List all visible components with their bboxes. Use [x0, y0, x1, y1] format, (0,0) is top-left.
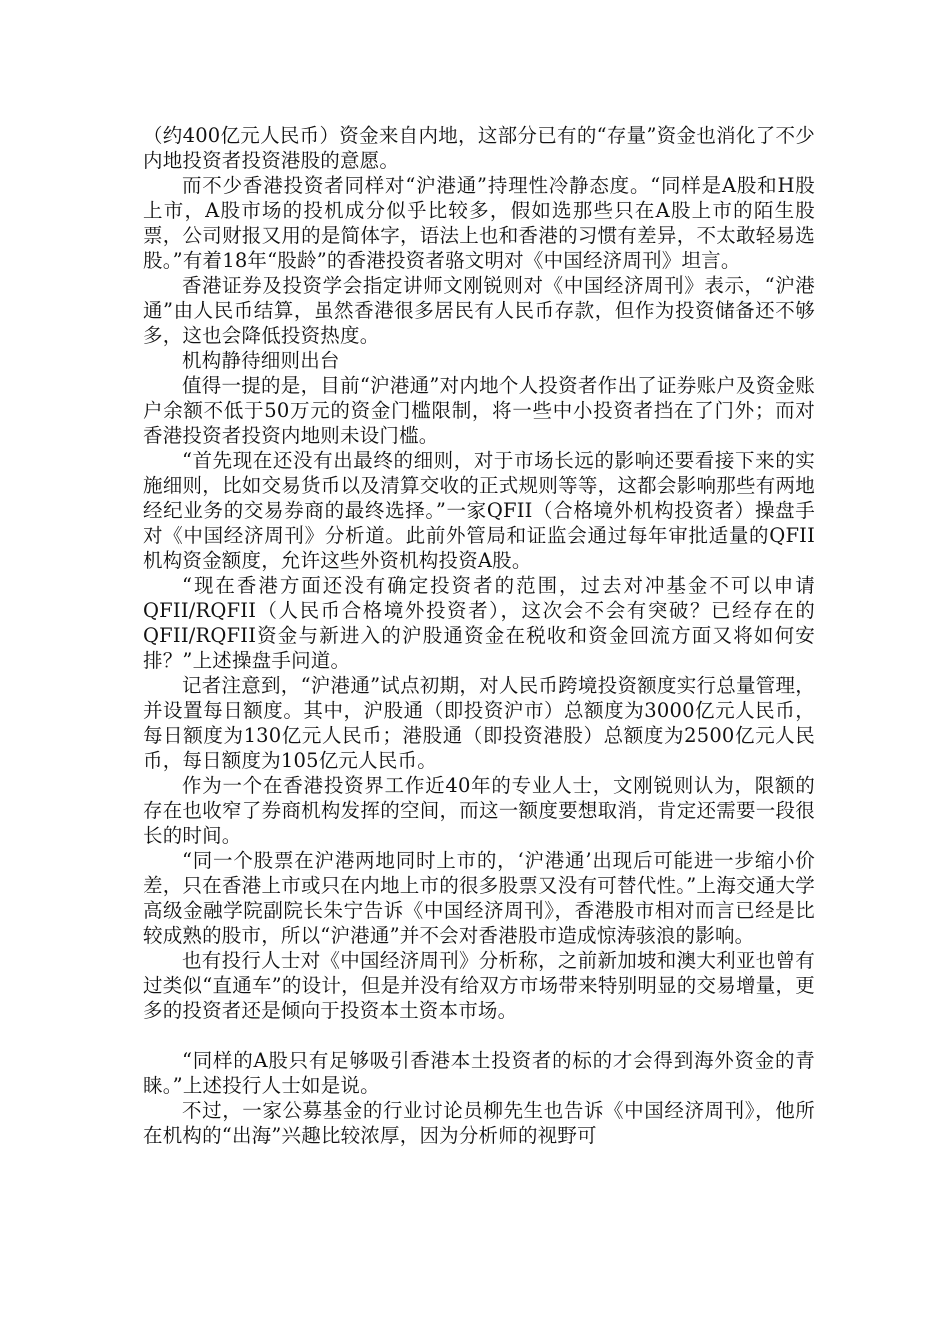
paragraph-12: 不过，一家公募基金的行业讨论员柳先生也告诉《中国经济周刊》，他所在机构的“出海”兴趣比较浓厚，因为分析师的视野可 [143, 1099, 815, 1147]
paragraph-8: 作为一个在香港投资界工作近40年的专业人士，文刚锐则认为，限额的存在也收窄了券商机构发挥的空间，而这一额度要想取消，肯定还需要一段很长的时间。 [143, 774, 815, 847]
paragraph-7: 记者注意到，“沪港通”试点初期，对人民币跨境投资额度实行总量管理，并设置每日额度。其中，沪股通（即投资沪市）总额度为3000亿元人民币，每日额度为130亿元人民币；港股通（即投资港股）总额度为2500亿元人民币，每日额度为105亿元人民币。 [143, 674, 815, 772]
article-body [143, 123, 815, 1148]
paragraph-9: “同一个股票在沪港两地同时上市的，‘沪港通’出现后可能进一步缩小价差，只在香港上市或只在内地上市的很多股票又没有可替代性。”上海交通大学高级金融学院副院长朱宁告诉《中国经济周刊》，香港股市相对而言已经是比较成熟的股市，所以“沪港通”并不会对香港股市造成惊涛骇浪的影响。 [143, 849, 815, 947]
section-heading: 机构静待细则出台 [182, 349, 340, 372]
paragraph-2: 而不少香港投资者同样对“沪港通”持理性冷静态度。“同样是A股和H股上市，A股市场的投机成分似乎比较多，假如选那些只在A股上市的陌生股票，公司财报又用的是简体字，语法上也和香港的习惯有差异，不太敢轻易选股。”有着18年“股龄”的香港投资者骆文明对《中国经济周刊》坦言。 [143, 174, 815, 272]
paragraph-5: “首先现在还没有出最终的细则，对于市场长远的影响还要看接下来的实施细则，比如交易货币以及清算交收的正式规则等等，这都会影响那些有两地经纪业务的交易券商的最终选择。”一家QFII（合格境外机构投资者）操盘手对《中国经济周刊》分析道。此前外管局和证监会通过每年审批适量的QFII机构资金额度，允许这些外资机构投资A股。 [143, 449, 815, 572]
paragraph-gap [143, 1023, 815, 1048]
paragraph-1: （约400亿元人民币）资金来自内地，这部分已有的“存量”资金也消化了不少内地投资者投资港股的意愿。 [143, 124, 815, 172]
paragraph-4: 值得一提的是，目前“沪港通”对内地个人投资者作出了证券账户及资金账户余额不低于50万元的资金门槛限制，将一些中小投资者挡在了门外；而对香港投资者投资内地则未设门槛。 [143, 374, 815, 447]
paragraph-6: “现在香港方面还没有确定投资者的范围，过去对冲基金不可以申请QFII/RQFII（人民币合格境外投资者），这次会不会有突破？已经存在的QFII/RQFII资金与新进入的沪股通资金在税收和资金回流方面又将如何安排？”上述操盘手问道。 [143, 574, 815, 672]
paragraph-3: 香港证券及投资学会指定讲师文刚锐则对《中国经济周刊》表示，“沪港通”由人民币结算，虽然香港很多居民有人民币存款，但作为投资储备还不够多，这也会降低投资热度。 [143, 274, 815, 347]
paragraph-11: “同样的A股只有足够吸引香港本土投资者的标的才会得到海外资金的青睐。”上述投行人士如是说。 [143, 1049, 815, 1097]
paragraph-10: 也有投行人士对《中国经济周刊》分析称，之前新加坡和澳大利亚也曾有过类似“直通车”的设计，但是并没有给双方市场带来特别明显的交易增量，更多的投资者还是倾向于投资本土资本市场。 [143, 949, 815, 1022]
